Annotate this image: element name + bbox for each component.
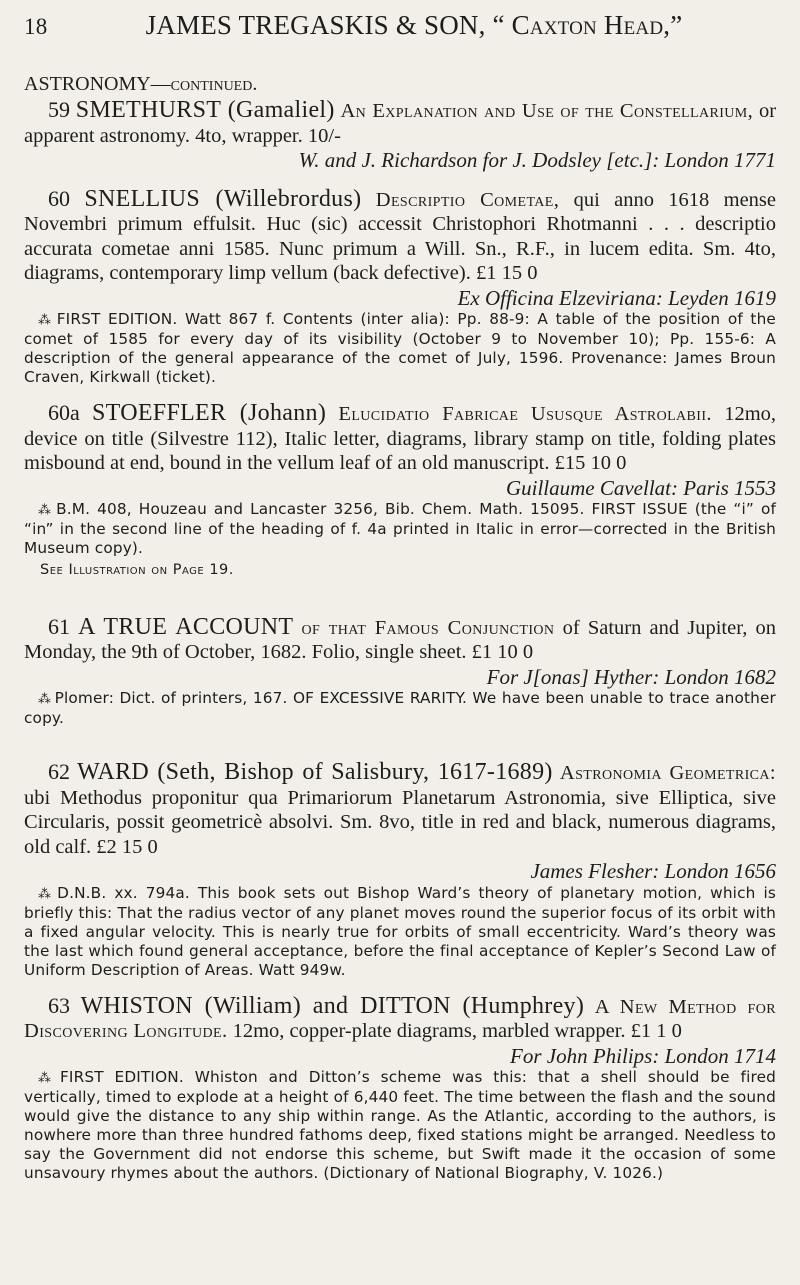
entry-title: A New Method for Discovering Longitude. (24, 995, 776, 1042)
asterism-icon: ⁂ (38, 1071, 57, 1086)
entry-number: 59 (48, 97, 70, 122)
illustration-reference: See Illustration on Page 19. (40, 562, 234, 578)
entry-number: 62 (48, 759, 70, 784)
entry-author: WHISTON (William) and DITTON (Humphrey) (80, 992, 585, 1019)
entry-number: 61 (48, 613, 70, 639)
entries-list (24, 73, 776, 1197)
entry-imprint: For J[onas] Hyther: London 1682 (486, 664, 776, 689)
entry-description: qui anno 1618 mense Novembri primum effulsit. Huc (sic) accessit Christophori Rhotmanni . . . descriptio accurata cometae anni 1585. Nunc primum a Will. Sn., R.F., in lucem edita. Sm. 4to, diagrams, contemporary limp vellum (back defective). £1 15 0 (24, 188, 777, 284)
entry-author: A TRUE ACCOUNT (78, 613, 294, 640)
section-heading: ASTRONOMY—continued. (24, 73, 258, 95)
catalogue-entry (24, 98, 776, 173)
entry-title: of that Famous Conjunction (301, 616, 555, 639)
page-title: JAMES TREGASKIS & SON, “ Caxton Head,” (145, 10, 683, 40)
catalogue-entry (24, 994, 776, 1184)
entry-author: WARD (Seth, Bishop of Salisbury, 1617-1689) (77, 759, 553, 785)
catalogue-entry (24, 401, 776, 583)
entry-title: Descriptio Cometae, (375, 188, 560, 211)
entry-author: SNELLIUS (Willebrordus) (84, 185, 362, 212)
entry-imprint: James Flesher: London 1656 (530, 859, 776, 883)
catalogue-entry (24, 760, 776, 980)
entry-number: 60a (48, 400, 80, 425)
entry-note: ⁂ FIRST EDITION. Whiston and Ditton’s scheme was this: that a shell should be fired vertically, timed to explode at a height of 6,440 feet. The time between the flash and the sound would give the distance to any ship within range. As the Atlantic, according to the authors, is nowhere more than three hundred fathoms deep, fixed stations might be arranged. Needless to say the Government did not endorse this scheme, but Swift made it the occasion of some unsavoury rhymes about the authors. (Dictionary of National Biography, V. 1026.) (24, 1068, 776, 1182)
entry-number: 60 (48, 185, 70, 211)
entry-title: Elucidatio Fabricae Ususque Astrolabii. (338, 403, 712, 425)
entry-author: SMETHURST (Gamaliel) (75, 97, 335, 123)
entry-note: ⁂ FIRST EDITION. Watt 867 f. Contents (inter alia): Pp. 88-9: A table of the position of the comet of 1585 for every day of its visibility (October 9 to November 10); Pp. 155-6: A description of the general appearance of the comet of July, 1596. Provenance: James Broun Craven, Kirkwall (ticket). (24, 310, 776, 386)
entry-note: ⁂ B.M. 408, Houzeau and Lancaster 3256, Bib. Chem. Math. 15095. FIRST ISSUE (the “i” of “in” in the second line of the heading of f. 4a printed in Italic in error—corrected in the British Museum copy). (24, 500, 777, 557)
asterism-icon: ⁂ (38, 692, 52, 707)
entry-description: or apparent astronomy. 4to, wrapper. 10/- (24, 100, 777, 147)
entry-description: 12mo, device on title (Silvestre 112), Italic letter, diagrams, library stamp on title, folding plates misbound at end, bound in the vellum leaf of an old manuscript. £15 10 0 (24, 403, 777, 474)
entry-title: Astronomia Geometrica: (559, 762, 777, 784)
asterism-icon: ⁂ (38, 886, 55, 902)
entry-description: of Saturn and Jupiter, on Monday, the 9th of October, 1682. Folio, single sheet. £1 10 0 (24, 616, 777, 663)
asterism-icon: ⁂ (38, 503, 54, 518)
entry-title: An Explanation and Use of the Constellarium, (340, 100, 754, 122)
entry-imprint: Guillaume Cavellat: Paris 1553 (505, 475, 776, 500)
entry-note: ⁂ D.N.B. xx. 794a. This book sets out Bishop Ward’s theory of planetary motion, which is briefly this: That the radius vector of any planet moves round the superior focus of its orbit with a fixed angular velocity. This is nearly true for orbits of small eccentricity. Ward’s theory was the last which found general acceptance, before the final acceptance of Kepler’s Second Law of Uniform Description of Areas. Watt 949w. (24, 883, 776, 979)
entry-author: STOEFFLER (Johann) (92, 400, 327, 426)
entry-imprint: For John Philips: London 1714 (510, 1043, 776, 1068)
entry-description: ubi Methodus proponitur qua Primariorum Planetarum Astronomia, sive Elliptica, sive Circularis, possit geometricè absolvi. Sm. 8vo, title in red and black, numerous diagrams, old calf. £2 15 0 (24, 786, 776, 858)
catalogue-entry (24, 187, 776, 388)
entry-imprint: Ex Officina Elzeviriana: Leyden 1619 (457, 285, 776, 310)
entry-number: 63 (48, 992, 70, 1018)
asterism-icon: ⁂ (38, 313, 54, 328)
entry-imprint: W. and J. Richardson for J. Dodsley [etc.]: London 1771 (298, 148, 776, 172)
entry-note: ⁂ Plomer: Dict. of printers, 167. OF EXCESSIVE RARITY. We have been unable to trace another copy. (24, 689, 776, 727)
catalogue-entry (24, 615, 776, 729)
page-number: 18 (24, 14, 48, 39)
entry-description: 12mo, copper-plate diagrams, marbled wrapper. £1 1 0 (232, 1020, 682, 1042)
